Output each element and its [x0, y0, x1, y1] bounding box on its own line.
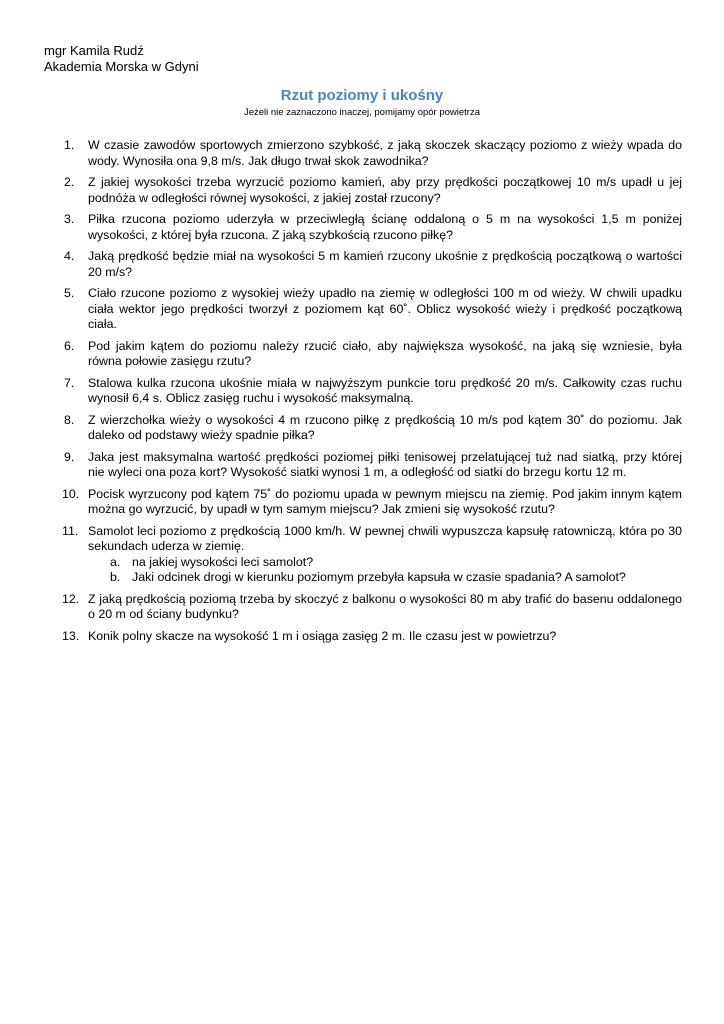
problem-number: 4. — [64, 249, 75, 263]
problem-text: Pod jakim kątem do poziomu należy rzucić ciało, aby największa wysokość, na jaką się wzniesie, była równa połowie zasięgu rzutu? — [88, 338, 682, 368]
problem-item — [64, 413, 682, 444]
problem-number: 1. — [64, 138, 75, 152]
problem-number: 6. — [64, 338, 75, 353]
problem-text: Pocisk wyrzucony pod kątem 75˚ do poziomu upada w pewnym miejscu na ziemię. Pod jakim innym kątem można go wyrzucić, by upadł w tym samym miejscu? Jak zmieni się wysokość rzutu? — [88, 486, 682, 516]
sub-question-text: Jaki odcinek drogi w kierunku poziomym przebyła kapsuła w czasie spadania? A samolot? — [132, 570, 626, 584]
problem-text: Konik polny skacze na wysokość 1 m i osiąga zasięg 2 m. Ile czasu jest w powietrzu? — [88, 628, 557, 643]
problem-number: 11. — [62, 523, 79, 538]
problem-number: 3. — [64, 212, 75, 226]
problem-item — [64, 175, 682, 206]
problem-item — [64, 487, 682, 518]
problem-text: Ciało rzucone poziomo z wysokiej wieży upadło na ziemię w odległości 100 m od wieży. W chwili upadku ciała wektor jego prędkości tworzył z poziomem kąt 60˚. Oblicz wysokość wieży i prędkość początkową ciała. — [88, 286, 682, 331]
problem-item — [64, 376, 682, 407]
problem-number: 5. — [64, 286, 75, 300]
page-subtitle: Jeżeli nie zaznaczono inaczej, pomijamy opór powietrza — [243, 107, 481, 118]
problem-number: 9. — [64, 449, 75, 464]
page-title: Rzut poziomy i ukośny — [280, 87, 444, 104]
problem-text: Z jaką prędkością poziomą trzeba by skoczyć z balkonu o wysokości 80 m aby trafić do basenu oddalonego o 20 m od ściany budynku? — [88, 591, 682, 621]
problem-text: Jaką prędkość będzie miał na wysokości 5 m kamień rzucony ukośnie z prędkością początkową o wartości 20 m/s? — [88, 249, 682, 279]
sub-question-text: na jakiej wysokości leci samolot? — [132, 554, 314, 569]
problem-item — [64, 286, 682, 333]
problem-text: Z jakiej wysokości trzeba wyrzucić poziomo kamień, aby przy prędkości początkowej 10 m/s upadł u jej podnóża w odległości równej wysokości, z jakiej został rzucony? — [88, 175, 682, 205]
problem-text: W czasie zawodów sportowych zmierzono szybkość, z jaką skoczek skaczący poziomo z wieży wpada do wody. Wynosiła ona 9,8 m/s. Jak długo trwał skok zawodnika? — [88, 138, 682, 168]
problem-list — [64, 138, 682, 650]
problem-text: Jaka jest maksymalna wartość prędkości poziomej piłki tenisowej przelatującej tuż nad siatką, przy której nie wyleci ona poza kort? Wysokość siatki wynosi 1 m, a odległość od siatki do brzegu kortu 12 m. — [88, 449, 682, 479]
problem-number: 8. — [64, 412, 75, 427]
problem-item — [64, 212, 682, 243]
sub-question-list — [88, 555, 682, 586]
problem-text: Z wierzchołka wieży o wysokości 4 m rzucono piłkę z prędkością 10 m/s pod kątem 30˚ do poziomu. Jak daleko od podstawy wieży spadnie piłka? — [88, 412, 682, 442]
problem-text: Samolot leci poziomo z prędkością 1000 km/h. W pewnej chwili wypuszcza kapsułę ratowniczą, która po 30 sekundach uderza w ziemię. — [88, 523, 682, 553]
problem-number: 10. — [62, 486, 80, 501]
problem-item — [64, 524, 682, 586]
problem-text: Stalowa kulka rzucona ukośnie miała w najwyższym punkcie toru prędkość 20 m/s. Całkowity czas ruchu wynosił 6,4 s. Oblicz zasięg ruchu i wysokość maksymalną. — [88, 375, 682, 405]
sub-question-letter: a. — [110, 554, 121, 569]
problem-item — [64, 629, 682, 645]
sub-question-letter: b. — [110, 570, 121, 584]
author-institution: Akademia Morska w Gdyni — [44, 59, 199, 74]
problem-item — [64, 592, 682, 623]
problem-item — [64, 339, 682, 370]
sub-question-item — [88, 555, 682, 571]
sub-question-item — [88, 570, 682, 586]
problem-number: 2. — [64, 175, 75, 189]
author-name: mgr Kamila Rudź — [44, 43, 144, 58]
problem-item — [64, 249, 682, 280]
problem-number: 13. — [62, 628, 80, 643]
problem-text: Piłka rzucona poziomo uderzyła w przeciwległą ścianę oddaloną o 5 m na wysokości 1,5 m poniżej wysokości, z której była rzucona. Z jaką szybkością rzucono piłkę? — [88, 212, 682, 242]
problem-number: 7. — [64, 375, 75, 390]
problem-item — [64, 138, 682, 169]
problem-item — [64, 450, 682, 481]
author-block — [44, 43, 199, 75]
problem-number: 12. — [62, 591, 80, 606]
